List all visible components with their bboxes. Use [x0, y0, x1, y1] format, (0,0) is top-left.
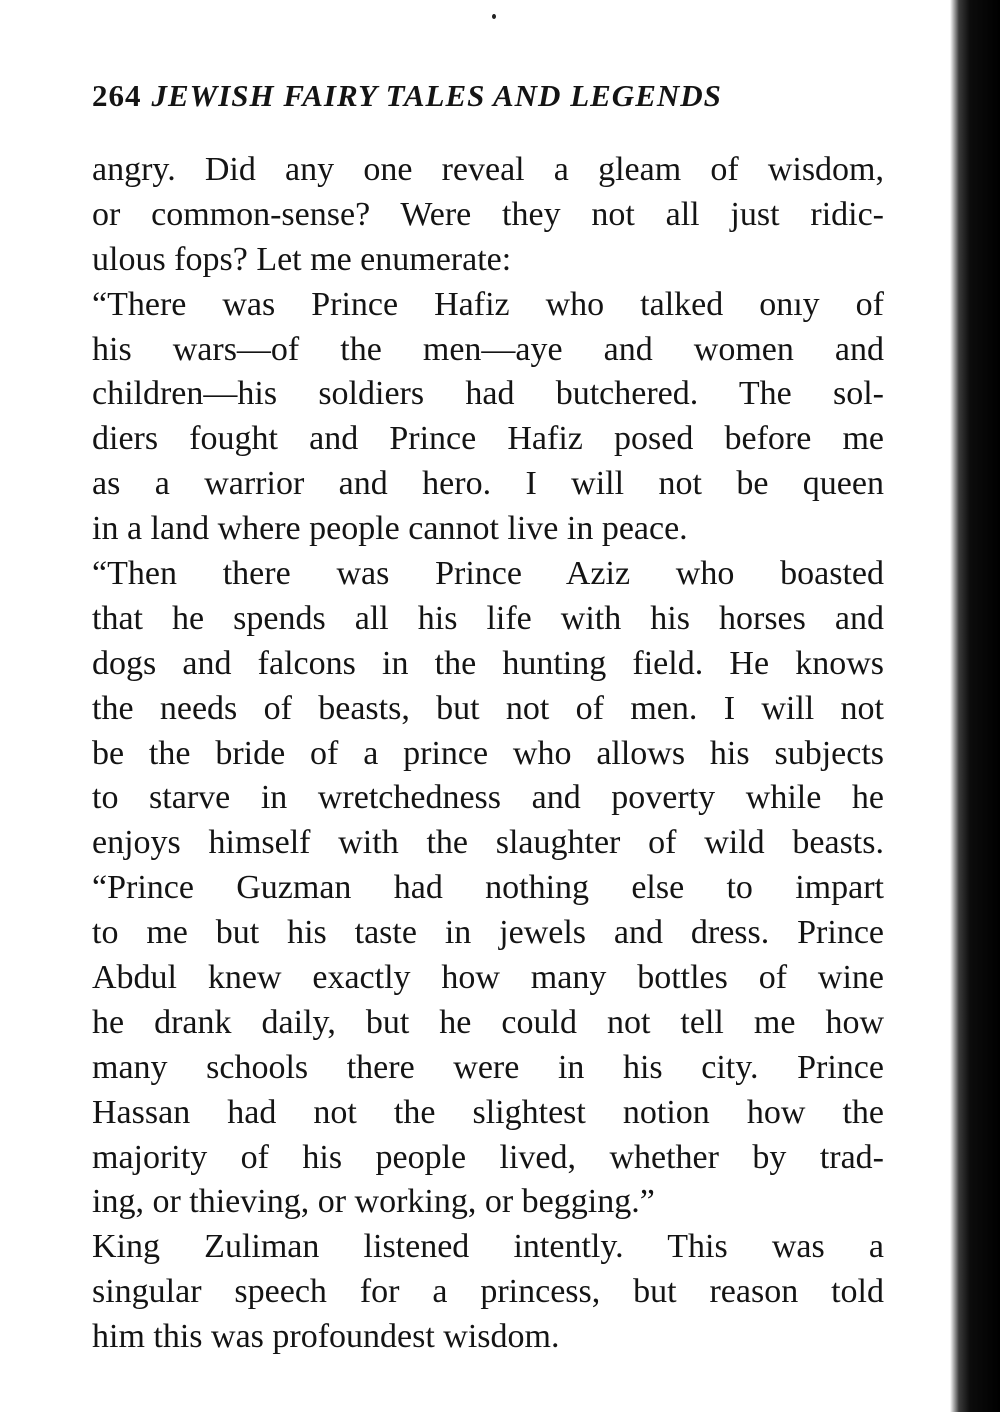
running-head — [92, 78, 892, 114]
text-line: children—his soldiers had butchered. The sol- — [92, 375, 884, 413]
text-line: Abdul knew exactly how many bottles of wine — [92, 959, 884, 997]
text-line: enjoys himself with the slaughter of wild beasts. — [92, 824, 884, 862]
text-line: King Zuliman listened intently. This was a — [92, 1228, 884, 1266]
text-line: Hassan had not the slightest notion how the — [92, 1093, 884, 1131]
text-line: in a land where people cannot live in peace. — [92, 510, 688, 548]
text-line: “There was Prince Hafiz who talked onıy of — [92, 285, 884, 323]
print-speck — [492, 14, 496, 19]
text-line: “Then there was Prince Aziz who boasted — [92, 555, 884, 593]
text-line: to me but his taste in jewels and dress. Prince — [92, 914, 884, 952]
text-line: many schools there were in his city. Prince — [92, 1048, 884, 1086]
text-line: to starve in wretchedness and poverty while he — [92, 779, 884, 817]
text-line: he drank daily, but he could not tell me how — [92, 1003, 884, 1041]
text-line: or common-sense? Were they not all just ridic- — [92, 195, 884, 233]
text-line: majority of his people lived, whether by trad- — [92, 1138, 884, 1176]
text-line: the needs of beasts, but not of men. I will not — [92, 689, 884, 727]
text-line: diers fought and Prince Hafiz posed before me — [92, 420, 884, 458]
text-line: angry. Did any one reveal a gleam of wisdom, — [92, 151, 884, 188]
text-line: ulous fops? Let me enumerate: — [92, 240, 512, 278]
body-text — [92, 148, 884, 1360]
text-line: be the bride of a prince who allows his subjects — [92, 734, 884, 772]
text-line: his wars—of the men—aye and women and — [92, 330, 884, 368]
page-number: 264 — [92, 78, 142, 113]
book-title: JEWISH FAIRY TALES AND LEGENDS — [151, 78, 722, 113]
text-line: him this was profoundest wisdom. — [92, 1318, 560, 1356]
text-line: dogs and falcons in the hunting field. He knows — [92, 644, 884, 682]
text-line: “Prince Guzman had nothing else to impart — [92, 869, 884, 907]
scan-binding-edge — [950, 0, 1000, 1412]
text-line: singular speech for a princess, but reason told — [92, 1273, 884, 1311]
text-line: that he spends all his life with his horses and — [92, 599, 884, 637]
text-line: as a warrior and hero. I will not be queen — [92, 465, 884, 503]
text-line: ing, or thieving, or working, or begging.” — [92, 1183, 655, 1221]
